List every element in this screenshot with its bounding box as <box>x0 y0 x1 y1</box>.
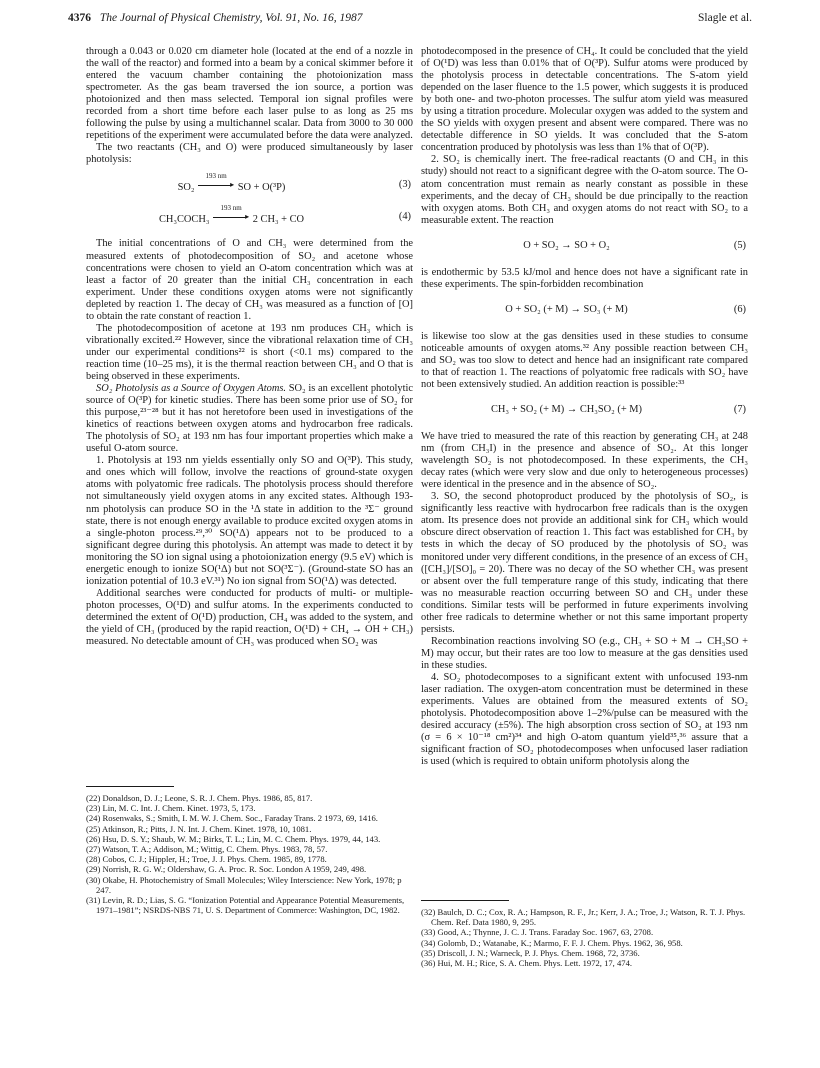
section-heading: SO₂ Photolysis as a Source of Oxygen Atoms. <box>96 383 286 395</box>
reference-item: (28) Cobos, C. J.; Hippler, H.; Troe, J. J. Phys. Chem. 1985, 89, 1778. <box>86 854 327 865</box>
equation-4 <box>86 206 413 230</box>
paragraph: Additional searches were conducted for products of multi- or multiple-photon processes, O(¹D) and sulfur atoms. In the experiments conducted to determined the extent of O(¹D) production, CH₄ was added to the system, and the yield of CH₃ (produced by the rapid reaction, O(¹D) + CH₄ → OH + CH₃) measured. No detectable amount of CH₃ was produced when SO₂ was <box>86 587 413 648</box>
equation-3 <box>86 174 413 198</box>
equation-body: O + SO₂ (+ M) → SO₃ (+ M) <box>505 303 628 315</box>
header-left <box>68 12 362 24</box>
footnote-rule <box>86 786 174 787</box>
reference-item: (27) Watson, T. A.; Addison, M.; Wittig, C. Chem. Phys. 1983, 78, 57. <box>86 844 328 855</box>
reference-item: (23) Lin, M. C. Int. J. Chem. Kinet. 1973, 5, 173. <box>86 803 256 814</box>
paragraph: 1. Photolysis at 193 nm yields essentially only SO and O(³P). This study, and ones which will follow, involve the reactions of ground-state oxygen atoms with polyatomic free radicals. The photolysis process should therefore not simultaneously yield oxygen atoms in any excited states. Although 193-nm photolysis can produce SO in the ¹Δ state in addition to the ³Σ⁻ ground state, there is not enough energy available to produce excited oxygen atoms in a single-photon process.²⁹,³⁰ SO(¹Δ) appears not to be produced to a significant degree during this photolysis. An attempt was made to detect it by monitoring the SO ion signal using a photoionization energy (9.5 eV) which is energetic enough to ionize SO(¹Δ) but not SO(³Σ⁻). (Ground-state SO has an ionization potential of 10.3 eV.³¹) No ion signal from SO(¹Δ) was detected. <box>86 455 413 587</box>
reference-item: (25) Atkinson, R.; Pitts, J. N. Int. J. Chem. Kinet. 1978, 10, 1081. <box>86 823 312 834</box>
reference-item: (32) Baulch, D. C.; Cox, R. A.; Hampson, R. F., Jr.; Kerr, J. A.; Troe, J.; Watson, R. T. J. Phys. Chem. Ref. Data 1980, 9, 295. <box>421 907 746 928</box>
footnote-rule <box>421 900 509 901</box>
reference-item: (29) Norrish, R. G. W.; Oldershaw, G. A. Proc. R. Soc. London A 1959, 249, 498. <box>86 864 367 875</box>
reference-item: (35) Driscoll, J. N.; Warneck, P. J. Phys. Chem. 1968, 72, 3736. <box>421 947 640 958</box>
equation-6 <box>421 299 748 323</box>
paragraph: 4. SO₂ photodecomposes to a significant extent with unfocused 193-nm laser radiation. The oxygen-atom concentration must be determined in these experiments. Values are obtained from the measured extents of SO₂ photolysis. Photodecomposition above 1–2%/pulse can be measured with the desired accuracy (±5%). The high absorption cross section of SO₂ at 193 nm (σ = 6 × 10⁻¹⁸ cm²)³⁴ and high O-atom quantum yield³⁵,³⁶ assure that a significant fraction of SO₂ photodecomposes when unfocused laser radiation is used (which is required to obtain uniform photolysis along the <box>421 671 748 768</box>
header-authors: Slagle et al. <box>698 12 752 24</box>
paragraph: is likewise too slow at the gas densities used in these studies to consume noticeable amounts of oxygen atoms.³² Any possible reaction between CH₃ and SO₂ was too slow to detect and hence had an insignificant rate compared to that of reaction 1. The reactions of polyatomic free radicals with SO₂ have not been extensively studied. An addition reaction is possible:³³ <box>421 330 748 390</box>
reference-item: (22) Donaldson, D. J.; Leone, S. R. J. Chem. Phys. 1986, 85, 817. <box>86 793 313 803</box>
journal-citation: The Journal of Physical Chemistry, Vol. 91, No. 16, 1987 <box>99 12 363 24</box>
equation-lhs: SO₂ <box>177 182 195 194</box>
left-column <box>86 46 413 648</box>
arrow-label: 193 nm <box>205 172 227 181</box>
reference-item: (31) Levin, R. D.; Lias, S. G. “Ionization Potential and Appearance Potential Measurements, 1971–1981”; NSRDS-NBS 71, U. S. Department of Commerce: Washington, DC, 1982. <box>86 895 405 916</box>
equation-rhs: 2 CH₃ + CO <box>252 214 305 226</box>
equation-rhs: SO + O(³P) <box>237 182 286 194</box>
paragraph: 2. SO₂ is chemically inert. The free-radical reactants (O and CH₃ in this study) should not react to a significant degree with the O-atom source. The O-atom concentration must remain as nearly constant as possible in these experiments, and the decay of CH₃ should be due principally to the reaction with oxygen atoms. Both CH₃ and oxygen atoms do not react with SO₂ to a measurable extent. The reaction <box>421 154 748 226</box>
reference-item: (36) Hui, M. H.; Rice, S. A. Chem. Phys. Lett. 1972, 17, 474. <box>421 958 633 969</box>
references-left <box>86 786 413 915</box>
section-paragraph <box>86 383 413 455</box>
right-column <box>421 46 748 768</box>
paragraph: Recombination reactions involving SO (e.g., CH₃ + SO + M → CH₃SO + M) may occur, but their rates are too low to measure at the gas densities used in these studies. <box>421 635 748 671</box>
equation-number: (5) <box>733 239 746 251</box>
paragraph: The two reactants (CH₃ and O) were produced simultaneously by laser photolysis: <box>86 142 413 166</box>
paragraph: is endothermic by 53.5 kJ/mol and hence does not have a significant rate in these experiments. The spin-forbidden recombination <box>421 266 748 290</box>
reference-item: (33) Good, A.; Thynne, J. C. J. Trans. Faraday Soc. 1967, 63, 2708. <box>421 927 654 938</box>
equation-number: (4) <box>398 211 411 223</box>
references-right <box>421 900 748 968</box>
reaction-arrow: 193 nm ▸ <box>197 179 235 191</box>
equation-number: (3) <box>398 179 411 191</box>
equation-5 <box>421 235 748 259</box>
paragraph: The photodecomposition of acetone at 193 nm produces CH₃ which is vibrationally excited.²² However, since the vibrational relaxation time of CH₃ under our experimental conditions²² is short (<0.1 ms) compared to the reaction time (10–25 ms), it is the thermal reaction between CH₃ and O that is being observed in these experiments. <box>86 322 413 382</box>
reaction-arrow: 193 nm ▸ <box>212 211 250 223</box>
reference-item: (30) Okabe, H. Photochemistry of Small Molecules; Wiley Interscience: New York, 1978; p 247. <box>86 874 402 895</box>
running-header <box>68 12 752 28</box>
reference-item: (24) Rosenwaks, S.; Smith, I. M. W. J. Chem. Soc., Faraday Trans. 2 1973, 69, 1416. <box>86 813 378 824</box>
page-number: 4376 <box>68 12 91 24</box>
paragraph: photodecomposed in the presence of CH₄. It could be concluded that the yield of O(¹D) was less than 0.01% that of O(³P). Sulfur atoms were produced by the photolysis process in detectable concentrations. The S-atom yield depended on the laser fluence to the 1.5 power, which suggests it is produced by both one- and two-photon processes. The sulfur atom yield was measured by using a titration procedure. Molecular oxygen was added to the system and the SO yields with oxygen present and absent were compared. There was no detectable difference in SO yields. It was concluded that the S-atom concentration produced by photolysis was less than 1% that of O(³P). <box>421 46 748 154</box>
equation-7 <box>421 399 748 423</box>
equation-lhs: CH₃COCH₃ <box>158 214 210 226</box>
equation-body: O + SO₂ → SO + O₂ <box>523 239 610 251</box>
equation-number: (7) <box>733 404 746 416</box>
paragraph: We have tried to measured the rate of this reaction by generating CH₃ at 248 nm (from CH₃I) in the presence and absence of SO₂. At this longer wavelength SO₂ is not photodecomposed. In these experiments, the CH₃ decay rates (which were very slow and due only to heterogeneous processes) were identical in the presence and in the absence of SO₂. <box>421 431 748 491</box>
paragraph: through a 0.043 or 0.020 cm diameter hole (located at the end of a nozzle in the wall of the reactor) and formed into a beam by a conical skimmer before it entered the vacuum chamber containing the photoionization mass spectrometer. As the gas beam traversed the ion source, a portion was photoionized and then mass selected. Temporal ion signal profiles were recorded from a short time before each laser pulse to as long as 25 ms following the pulse by using a multichannel scalar. Data from 3000 to 30 000 repetitions of the experiment were accumulated before the data were analyzed. <box>86 46 413 142</box>
section-text: SO₂ is an excellent photolytic source of O(³P) for kinetic studies. There has been some prior use of SO₂ for this purpose,²³⁻²⁸ but it has not heretofore been used in investigations of the kinetics of reactions between oxygen atoms and hydrocarbon free radicals. The photolysis of SO₂ at 193 nm has four important properties which make a useful O-atom source. <box>86 383 414 455</box>
equation-number: (6) <box>733 303 746 315</box>
paragraph: 3. SO, the second photoproduct produced by the photolysis of SO₂, is significantly less reactive with hydrocarbon free radicals than is the oxygen atom. Its presence does not provide an additional sink for CH₃ which would obscure direct observation of reaction 1. This fact was established for CH₃ by tests in which the decay of SO produced by the photolysis of SO₂ was monitored under very different conditions, in the presence of an excess of CH₃ ([CH₃]/[SO]₀ = 20). There was no decay of the SO whether CH₃ was present or absent over the full temperature range of this study, indicating that there was no measurable reaction occurring between SO and CH₃ under these conditions. Similar tests will be performed in future experiments involving other free radicals to determine whether or not this same important property persists. <box>421 491 748 635</box>
arrow-label: 193 nm <box>220 204 242 213</box>
equation-body: CH₃ + SO₂ (+ M) → CH₃SO₂ (+ M) <box>491 404 642 416</box>
reference-item: (26) Hsu, D. S. Y.; Shaub, W. M.; Birks, T. L.; Lin, M. C. Chem. Phys. 1979, 44, 143. <box>86 833 381 844</box>
reference-item: (34) Golomb, D.; Watanabe, K.; Marmo, F. F. J. Chem. Phys. 1962, 36, 958. <box>421 937 683 948</box>
paragraph: The initial concentrations of O and CH₃ were determined from the measured extents of photodecomposition of SO₂ and acetone whose concentrations were chosen to yield an O-atom concentration which was at least a factor of 20 greater than the initial CH₃ concentration in each experiment. Under these conditions oxygen atoms were not significantly depleted by reaction 1. The decay of CH₃ was measured as a function of [O] to obtain the rate constant of reaction 1. <box>86 238 413 322</box>
